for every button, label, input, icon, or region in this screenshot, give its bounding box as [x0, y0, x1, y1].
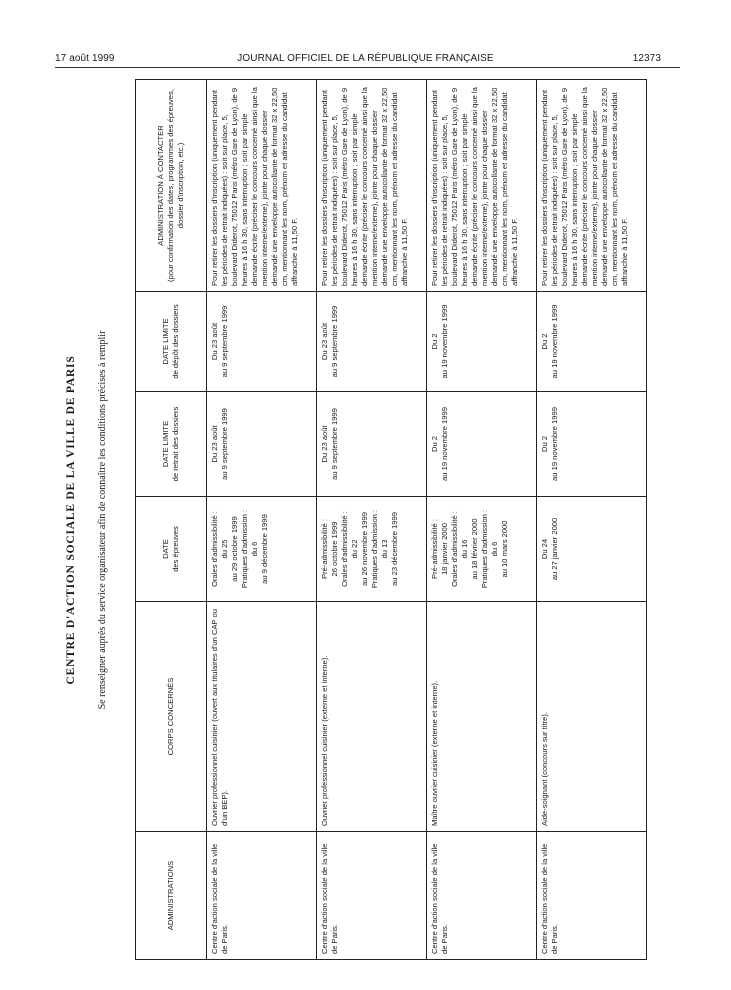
- cell-administration: Centre d'action sociale de la ville de Paris.: [207, 832, 317, 960]
- cell-corps: Ouvrier professionnel cuisinier (ouvert aux titulaires d'un CAP ou d'un BEP).: [207, 602, 317, 832]
- cell-date-epreuves-line: au 29 octobre 1999: [230, 516, 240, 582]
- cell-date-epreuves-line: Pratiques d'admission :: [240, 509, 250, 589]
- table-row: [207, 80, 317, 960]
- cell-contact: Pour retirer les dossiers d'inscription (uniquement pendant les périodes de retrait indiquées) : soit sur place, 5, boulevard Diderot, 75012 Paris (métro Gare de Lyon), de 9 heures à 16 h 30, sans interruption ; soit par simple demande écrite (préciser le concours concerné ainsi que la mention interne/externe), jointe pour chaque dossier demandé une enveloppe autocollante de format 32 x 22,50 cm, mentionnant les nom, prénom et adresse du candidat affranchie à 11,50 F.: [317, 80, 427, 292]
- header-corps: CORPS CONCERNÉS: [136, 602, 207, 832]
- cell-date-depot-line: au 9 septembre 1999: [220, 305, 230, 378]
- table-row: [427, 80, 537, 960]
- cell-date-depot-line: Du 23 août: [210, 322, 219, 361]
- cell-date-retrait-line: au 19 novembre 1999: [550, 407, 560, 481]
- cell-date-retrait: [207, 392, 317, 497]
- cell-date-depot: [317, 292, 427, 392]
- cell-date-retrait: [317, 392, 427, 497]
- cell-date-epreuves-line: au 18 février 2000: [470, 518, 480, 580]
- cell-date-depot: [207, 292, 317, 392]
- section-subtitle: Se renseigner auprès du service organisateur afin de connaître les conditions précises à remplir: [97, 330, 108, 710]
- cell-date-epreuves-line: au 10 mars 2000: [500, 520, 510, 578]
- cell-date-epreuves-line: Pratiques d'admission :: [480, 509, 490, 589]
- cell-date-epreuves-line: Du 24: [540, 538, 549, 560]
- cell-date-epreuves-line: Orales d'admissibilité :: [210, 511, 219, 587]
- cell-date-epreuves-line: Pré-admissibilité :: [320, 519, 329, 579]
- cell-date-depot-line: au 19 novembre 1999: [440, 304, 450, 379]
- cell-date-epreuves-line: au 27 janvier 2000: [550, 517, 560, 581]
- cell-date-retrait-line: au 19 novembre 1999: [440, 407, 450, 481]
- cell-date-depot: [537, 292, 647, 392]
- header-date-depot: DATE LIMITE de dépôt des dossiers: [136, 292, 207, 392]
- table-row: [317, 80, 427, 960]
- table-header-row: [136, 80, 207, 960]
- cell-date-depot-line: Du 2: [430, 333, 439, 350]
- cell-date-retrait-line: Du 2: [540, 435, 549, 453]
- cell-date-epreuves-line: du 13: [380, 539, 390, 559]
- cell-administration: Centre d'action sociale de la ville de Paris.: [427, 832, 537, 960]
- header-journal-title: JOURNAL OFFICIEL DE LA RÉPUBLIQUE FRANÇAISE: [237, 53, 494, 64]
- cell-date-retrait-line: au 9 septembre 1999: [330, 408, 340, 480]
- cell-contact: Pour retirer les dossiers d'inscription (uniquement pendant les périodes de retrait indiquées) : soit sur place, 5, boulevard Diderot, 75012 Paris (métro Gare de Lyon), de 9 heures à 16 h 30, sans interruption ; soit par simple demande écrite (préciser le concours concerné ainsi que la mention interne/externe), jointe pour chaque dossier demandé une enveloppe autocollante de format 32 x 22,50 cm, mentionnant les nom, prénom et adresse du candidat affranchie à 11,50 F.: [207, 80, 317, 292]
- cell-date-epreuves-line: 18 janvier 2000: [440, 523, 450, 575]
- cell-date-epreuves-line: du 22: [350, 539, 360, 559]
- cell-corps: Ouvrier professionnel cuisinier (externe et interne).: [317, 602, 427, 832]
- cell-date-depot-line: Du 2: [540, 333, 549, 350]
- cell-contact: Pour retirer les dossiers d'inscription (uniquement pendant les périodes de retrait indiquées) : soit sur place, 5, boulevard Diderot, 75012 Paris (métro Gare de Lyon), de 9 heures à 16 h 30, sans interruption ; soit par simple demande écrite (préciser le concours concerné ainsi que la mention interne/externe), jointe pour chaque dossier demandé une enveloppe autocollante de format 32 x 22,50 cm, mentionnant les nom, prénom et adresse du candidat affranchie à 11,50 F.: [537, 80, 647, 292]
- cell-date-depot-line: au 9 septembre 1999: [330, 305, 340, 378]
- cell-date-epreuves-line: 26 octobre 1999: [330, 521, 340, 577]
- cell-date-retrait-line: au 9 septembre 1999: [220, 408, 230, 480]
- header-date-epreuves: DATE des épreuves: [136, 497, 207, 602]
- header-contact: ADMINISTRATION À CONTACTER (pour confirmation des dates, programmes des épreuves, dossier d'inscription, etc.): [136, 80, 207, 292]
- cell-date-depot: [427, 292, 537, 392]
- cell-date-epreuves: [207, 497, 317, 602]
- header-rule: [55, 67, 680, 68]
- cell-date-epreuves-line: du 16: [460, 539, 470, 559]
- concours-table: [135, 79, 647, 960]
- cell-date-epreuves-line: du 25: [220, 539, 230, 559]
- cell-date-retrait-line: Du 23 août: [320, 425, 329, 463]
- cell-date-epreuves-line: au 26 novembre 1999: [360, 512, 370, 586]
- cell-date-retrait: [427, 392, 537, 497]
- cell-date-retrait: [537, 392, 647, 497]
- cell-date-epreuves-line: du 6: [250, 541, 260, 557]
- cell-administration: Centre d'action sociale de la ville de Paris.: [537, 832, 647, 960]
- cell-date-depot-line: au 19 novembre 1999: [550, 304, 560, 379]
- cell-date-retrait-line: Du 2: [430, 435, 439, 453]
- cell-date-epreuves-line: Pré-admissibilité :: [430, 519, 439, 579]
- header-administrations: ADMINISTRATIONS: [136, 832, 207, 960]
- cell-date-epreuves: [317, 497, 427, 602]
- header-date: 17 août 1999: [55, 53, 115, 64]
- cell-date-retrait-line: Du 23 août: [210, 425, 219, 463]
- cell-date-epreuves-line: au 23 décembre 1999: [390, 512, 400, 586]
- cell-date-epreuves: [537, 497, 647, 602]
- cell-corps: Maître ouvrier cuisinier (externe et interne).: [427, 602, 537, 832]
- section-title: CENTRE D'ACTION SOCIALE DE LA VILLE DE PARIS: [65, 355, 77, 685]
- header-page-number: 12373: [632, 53, 661, 64]
- cell-date-epreuves: [427, 497, 537, 602]
- cell-administration: Centre d'action sociale de la ville de Paris.: [317, 832, 427, 960]
- cell-date-epreuves-line: Orales d'admissibilité :: [340, 511, 350, 587]
- cell-corps: Aide-soignant (concours sur titre).: [537, 602, 647, 832]
- header-date-retrait: DATE LIMITE de retrait des dossiers: [136, 392, 207, 497]
- cell-date-epreuves-line: au 9 décembre 1999: [260, 514, 270, 584]
- cell-date-epreuves-line: du 6: [490, 541, 500, 557]
- cell-date-depot-line: Du 23 août: [320, 322, 329, 361]
- cell-date-epreuves-line: Pratiques d'admission :: [370, 509, 380, 589]
- cell-date-epreuves-line: Orales d'admissibilité :: [450, 511, 460, 587]
- table-row: [537, 80, 647, 960]
- rotated-content: [65, 80, 630, 960]
- cell-contact: Pour retirer les dossiers d'inscription (uniquement pendant les périodes de retrait indiquées) : soit sur place, 5, boulevard Diderot, 75012 Paris (métro Gare de Lyon), de 9 heures à 16 h 30, sans interruption ; soit par simple demande écrite (préciser le concours concerné ainsi que la mention interne/externe), jointe pour chaque dossier demandé une enveloppe autocollante de format 32 x 22,50 cm, mentionnant les nom, prénom et adresse du candidat affranchie à 11,50 F.: [427, 80, 537, 292]
